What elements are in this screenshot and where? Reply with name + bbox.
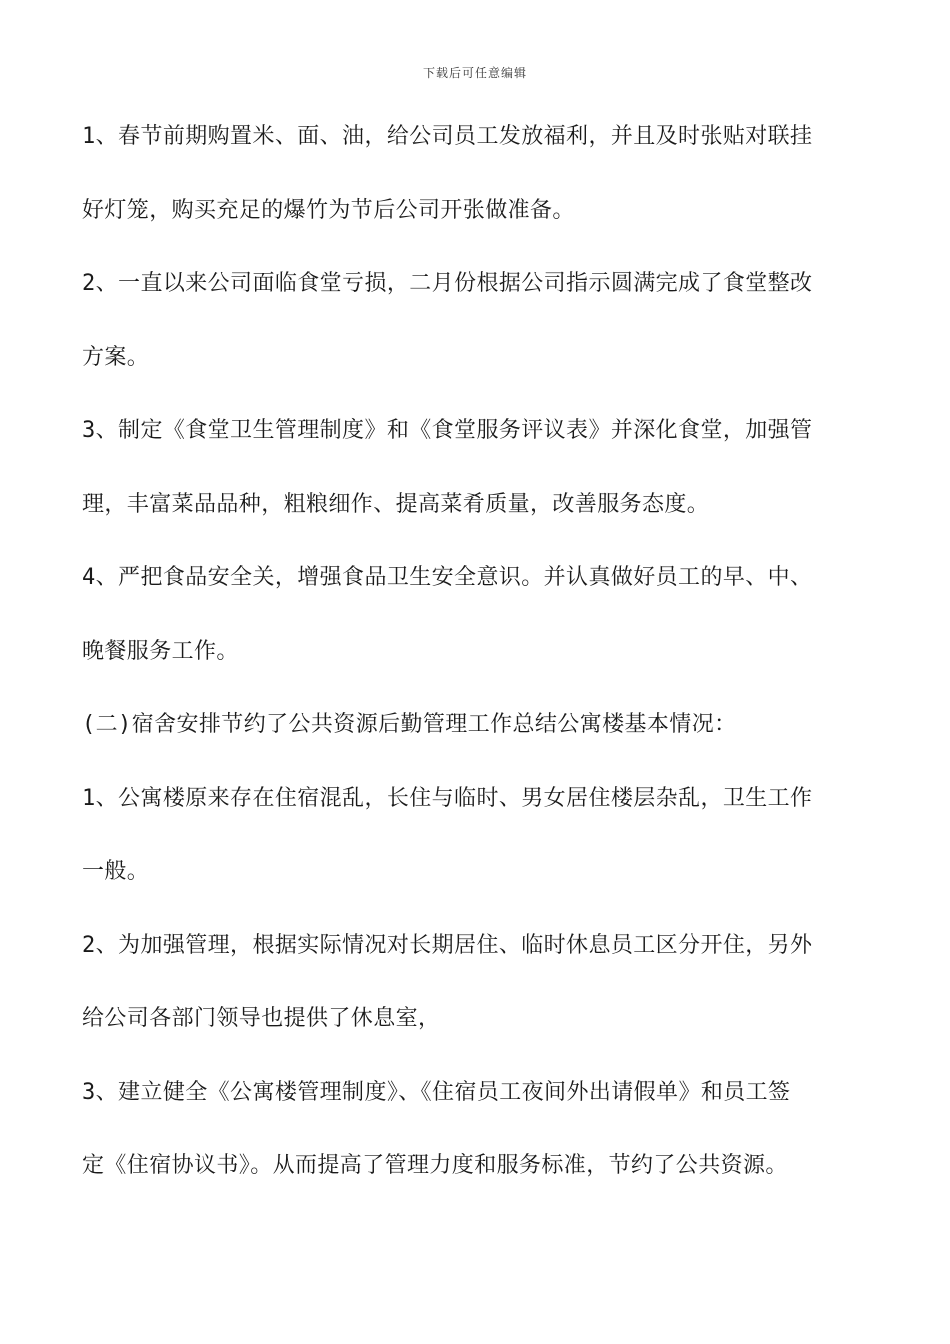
text-line: 2、一直以来公司面临食堂亏损，二月份根据公司指示圆满完成了食堂整改 xyxy=(82,271,813,296)
section-heading: (二)宿舍安排节约了公共资源后勤管理工作总结公寓楼基本情况： xyxy=(82,712,737,737)
text-line: 理，丰富菜品品种，粗粮细作、提高菜肴质量，改善服务态度。 xyxy=(82,491,710,517)
text-line: 晚餐服务工作。 xyxy=(82,638,239,664)
text-line: 4、严把食品安全关，增强食品卫生安全意识。并认真做好员工的早、中、 xyxy=(82,565,813,590)
text-line: 1、公寓楼原来存在住宿混乱，长住与临时、男女居住楼层杂乱，卫生工作 xyxy=(82,785,813,811)
text-line: 3、制定《食堂卫生管理制度》和《食堂服务评议表》并深化食堂，加强管 xyxy=(82,418,813,443)
text-line: 定《住宿协议书》。从而提高了管理力度和服务标准，节约了公共资源。 xyxy=(82,1153,788,1178)
text-line: 一般。 xyxy=(82,859,150,884)
text-line: 好灯笼，购买充足的爆竹为节后公司开张做准备。 xyxy=(82,197,575,223)
text-line: 方案。 xyxy=(82,344,150,370)
document-body xyxy=(82,112,882,1215)
text-line: 3、建立健全《公寓楼管理制度》、《住宿员工夜间外出请假单》和员工签 xyxy=(82,1079,791,1105)
text-line: 2、为加强管理，根据实际情况对长期居住、临时休息员工区分开住，另外 xyxy=(82,932,813,958)
text-line: 给公司各部门领导也提供了休息室， xyxy=(82,1006,441,1031)
text-line: 1、春节前期购置米、面、油，给公司员工发放福利，并且及时张贴对联挂 xyxy=(82,124,813,149)
page-header: 下载后可任意编辑 xyxy=(422,66,527,80)
